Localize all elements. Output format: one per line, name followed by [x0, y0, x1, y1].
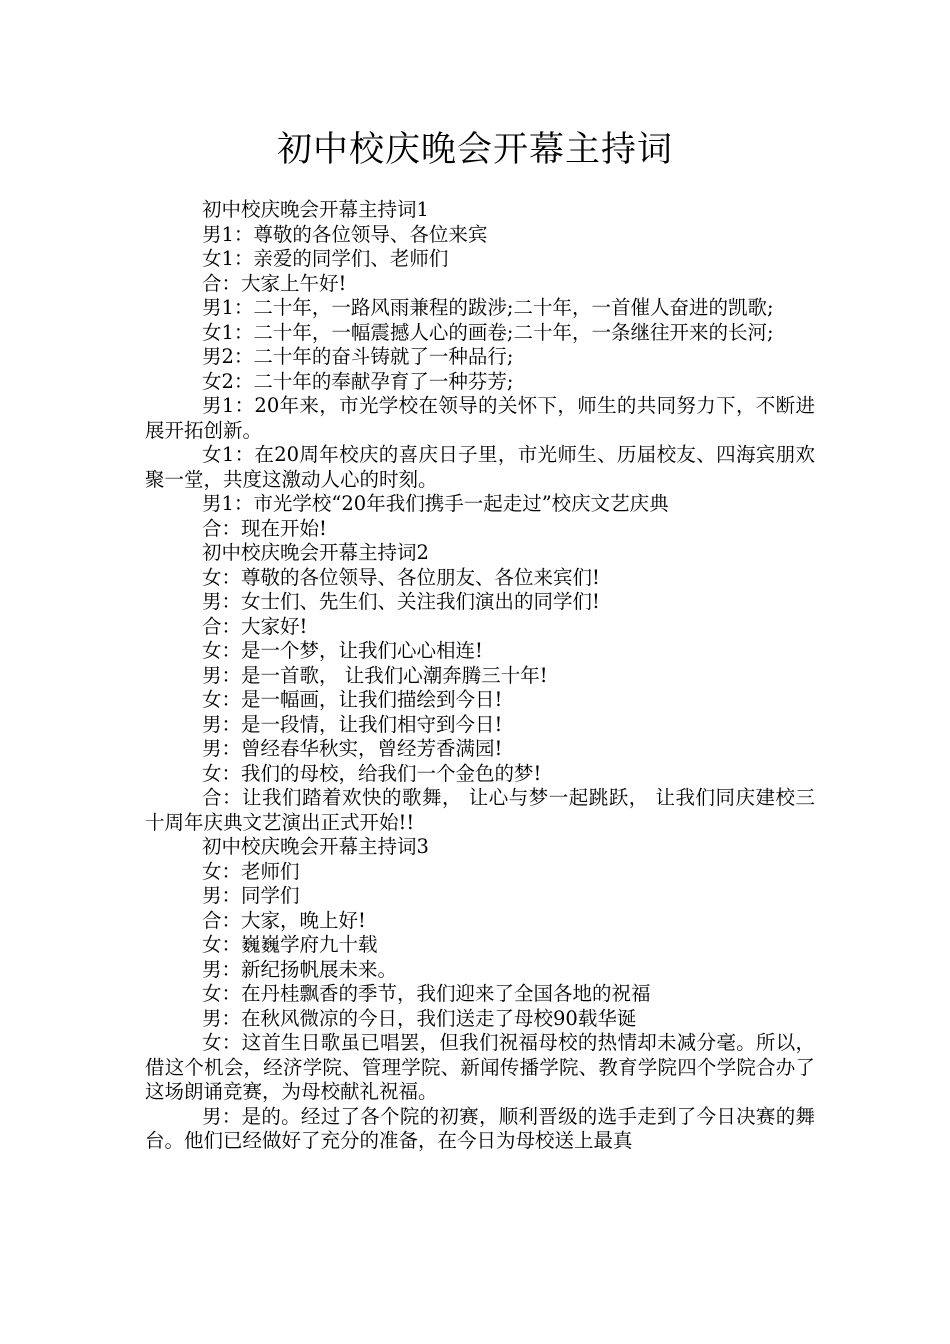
paragraph: 男1：尊敬的各位领导、各位来宾 [202, 222, 488, 246]
paragraph: 女：是一幅画，让我们描绘到今日! [202, 688, 503, 711]
paragraph: 女1：亲爱的同学们、老师们 [202, 247, 449, 270]
paragraph: 女：我们的母校，给我们一个金色的梦! [202, 761, 542, 785]
paragraph: 男：在秋风微凉的今日，我们送走了母校90载华诞 [202, 1006, 637, 1030]
paragraph: 合：现在开始! [202, 516, 327, 540]
paragraph: 女2：二十年的奉献孕育了一种芬芳; [202, 369, 514, 393]
paragraph: 女：巍巍学府九十载 [202, 933, 378, 956]
paragraph: 男1：20年来，市光学校在领导的关怀下，师生的共同努力下，不断进展开拓创新。 [145, 394, 815, 442]
paragraph: 男：是一首歌， 让我们心潮奔腾三十年! [202, 663, 548, 687]
paragraph: 女1：二十年，一幅震撼人心的画卷;二十年，一条继往开来的长河; [202, 320, 774, 344]
document-body [145, 198, 815, 1154]
paragraph: 男2：二十年的奋斗铸就了一种品行; [202, 345, 514, 368]
paragraph: 男：新纪扬帆展未来。 [202, 957, 398, 981]
section-heading: 初中校庆晚会开幕主持词1 [202, 198, 429, 221]
paragraph: 合：让我们踏着欢快的歌舞， 让心与梦一起跳跃， 让我们同庆建校三十周年庆典文艺演出正式开始!! [145, 786, 815, 834]
paragraph: 男：是的。经过了各个院的初赛，顺利晋级的选手走到了今日决赛的舞台。他们已经做好了充分的准备，在今日为母校送上最真 [145, 1104, 815, 1152]
document-title: 初中校庆晚会开幕主持词 [276, 130, 673, 170]
paragraph: 男：同学们 [202, 884, 300, 907]
paragraph: 女1：在20周年校庆的喜庆日子里，市光师生、历届校友、四海宾朋欢聚一堂，共度这激动人心的时刻。 [145, 443, 815, 491]
paragraph: 男1：二十年，一路风雨兼程的跋涉;二十年，一首催人奋进的凯歌; [202, 296, 774, 319]
paragraph: 男：是一段情，让我们相守到今日! [202, 712, 503, 736]
section-heading: 初中校庆晚会开幕主持词2 [202, 541, 429, 564]
paragraph: 男1：市光学校“20年我们携手一起走过”校庆文艺庆典 [202, 492, 669, 515]
paragraph: 合：大家，晚上好! [202, 908, 366, 932]
paragraph: 女：在丹桂飘香的季节，我们迎来了全国各地的祝福 [202, 982, 651, 1005]
paragraph: 女：是一个梦，让我们心心相连! [202, 639, 483, 662]
paragraph: 合：大家上午好! [202, 271, 347, 295]
paragraph: 男：女士们、先生们、关注我们演出的同学们! [202, 590, 600, 613]
paragraph: 女：这首生日歌虽已唱罢，但我们祝福母校的热情却未减分毫。所以，借这个机会，经济学院、管理学院、新闻传播学院、教育学院四个学院合办了这场朗诵竞赛，为母校献礼祝福。 [145, 1031, 815, 1103]
paragraph: 男：曾经春华秋实，曾经芳香满园! [202, 737, 503, 760]
paragraph: 合：大家好! [202, 614, 308, 638]
paragraph: 女：尊敬的各位领导、各位朋友、各位来宾们! [202, 565, 600, 589]
section-heading: 初中校庆晚会开幕主持词3 [202, 835, 429, 858]
paragraph: 女：老师们 [202, 859, 300, 883]
